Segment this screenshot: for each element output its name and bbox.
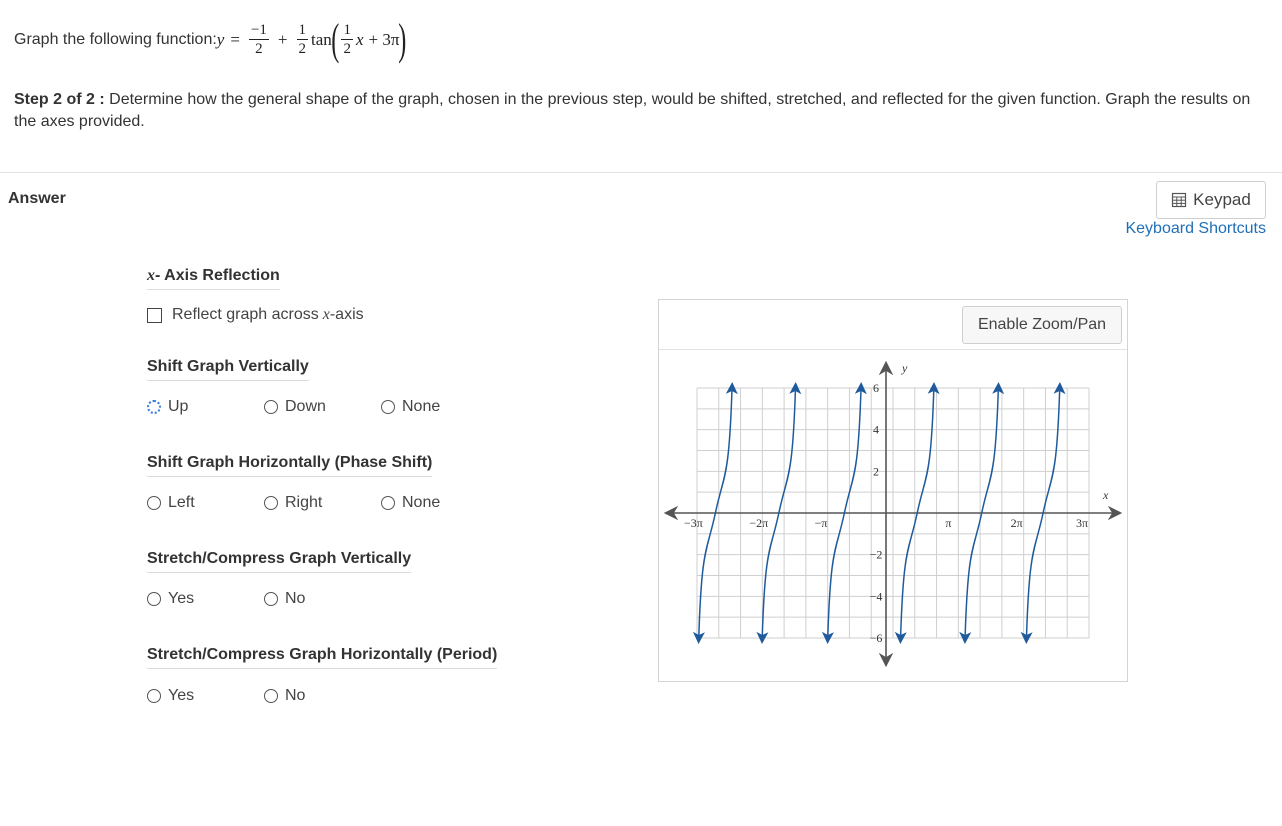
radio-option-up[interactable]	[147, 398, 188, 416]
radio-label: None	[402, 494, 441, 511]
fraction-denominator: 2	[255, 41, 263, 57]
keypad-button[interactable]	[1156, 181, 1266, 219]
fraction-half	[297, 23, 309, 57]
left-paren: (	[331, 15, 340, 64]
x-axis-label: x	[1103, 488, 1109, 502]
fraction-denominator: 2	[298, 41, 306, 57]
radio-label: No	[285, 687, 306, 704]
radio-option-vstretch-yes[interactable]	[147, 590, 194, 608]
radio-label: No	[285, 590, 306, 607]
fraction-numerator: 1	[343, 22, 351, 38]
radio-label: Yes	[168, 687, 195, 704]
radio-option-hstretch-yes[interactable]	[147, 687, 194, 705]
radio-label: Up	[168, 398, 189, 415]
radio-option-down[interactable]	[264, 398, 326, 416]
reflection-title-var: x	[147, 267, 155, 284]
calculator-icon	[1171, 192, 1187, 208]
radio-vstretch-no[interactable]	[264, 592, 278, 606]
y-tick-label: 6	[873, 381, 879, 395]
graph-panel	[658, 299, 1128, 682]
vertical-shift-title: Shift Graph Vertically	[147, 358, 309, 381]
y-tick-label: 4	[873, 422, 879, 437]
graph-canvas[interactable]	[659, 351, 1127, 681]
keyboard-shortcuts-link[interactable]: Keyboard Shortcuts	[1125, 220, 1266, 237]
radio-vertical-none[interactable]	[381, 400, 395, 414]
x-tick-label: −3π	[684, 516, 703, 530]
radio-option-right[interactable]	[264, 494, 322, 512]
radio-option-vstretch-no[interactable]	[264, 590, 305, 608]
radio-horizontal-none[interactable]	[381, 496, 395, 510]
radio-option-vertical-none[interactable]	[381, 398, 440, 416]
y-tick-label: 2	[873, 464, 879, 479]
y-axis-label: y	[902, 361, 908, 375]
radio-label: Left	[168, 494, 195, 511]
y-variable: y	[216, 30, 225, 49]
vertical-stretch-title: Stretch/Compress Graph Vertically	[147, 550, 411, 573]
inner-remainder: + 3π	[368, 30, 400, 49]
radio-up[interactable]	[147, 400, 161, 414]
fraction-negative-half	[249, 23, 269, 57]
x-tick-label: 2π	[1010, 516, 1023, 530]
radio-vstretch-yes[interactable]	[147, 592, 161, 606]
x-tick-label: −π	[814, 516, 828, 530]
y-tick-label: −6	[869, 631, 883, 645]
radio-label: None	[402, 398, 441, 415]
reflect-checkbox-prefix: Reflect graph across	[172, 306, 319, 323]
horizontal-stretch-title: Stretch/Compress Graph Horizontally (Period)	[147, 646, 497, 669]
reflect-checkbox-suffix: -axis	[329, 306, 364, 323]
section-divider	[0, 172, 1282, 173]
step-text: Determine how the general shape of the graph, chosen in the previous step, would be shifted, stretched, and reflected for the given function. Graph the results on the axes provided.	[14, 91, 1251, 130]
radio-option-hstretch-no[interactable]	[264, 687, 305, 705]
fraction-inner-half	[341, 23, 353, 57]
reflection-section-title	[147, 267, 280, 290]
tan-function: tan	[311, 30, 332, 49]
answer-label: Answer	[8, 190, 66, 207]
radio-label: Down	[285, 398, 326, 415]
enable-zoom-pan-button[interactable]: Enable Zoom/Pan	[962, 306, 1122, 344]
step-label: Step 2 of 2 :	[14, 91, 105, 108]
radio-label: Right	[285, 494, 323, 511]
function-equation	[216, 15, 407, 64]
radio-hstretch-no[interactable]	[264, 689, 278, 703]
fraction-numerator: 1	[298, 22, 306, 38]
radio-left[interactable]	[147, 496, 161, 510]
y-tick-label: −2	[869, 547, 883, 562]
radio-label: Yes	[168, 590, 195, 607]
radio-option-horizontal-none[interactable]	[381, 494, 440, 512]
fraction-denominator: 2	[343, 41, 351, 57]
graph-toolbar	[659, 300, 1127, 350]
x-tick-label: −2π	[749, 516, 769, 530]
x-variable: x	[355, 30, 364, 49]
right-paren: )	[398, 15, 407, 64]
reflection-title-text: - Axis Reflection	[155, 267, 280, 284]
reflect-checkbox-var: x	[322, 306, 330, 323]
x-tick-label: π	[945, 516, 952, 530]
question-prefix: Graph the following function:	[14, 31, 217, 48]
x-tick-label: 3π	[1076, 516, 1089, 530]
radio-down[interactable]	[264, 400, 278, 414]
plus-sign: +	[277, 30, 288, 49]
reflect-checkbox[interactable]	[147, 308, 162, 323]
radio-option-left[interactable]	[147, 494, 195, 512]
equals-sign: =	[230, 30, 240, 49]
horizontal-shift-title: Shift Graph Horizontally (Phase Shift)	[147, 454, 432, 477]
question-prompt	[14, 15, 407, 64]
y-tick-label: −4	[869, 589, 883, 604]
reflect-checkbox-option[interactable]	[147, 306, 364, 324]
step-instructions	[14, 89, 1254, 133]
radio-right[interactable]	[264, 496, 278, 510]
keypad-label: Keypad	[1193, 190, 1251, 209]
radio-hstretch-yes[interactable]	[147, 689, 161, 703]
fraction-numerator: −1	[250, 22, 267, 38]
